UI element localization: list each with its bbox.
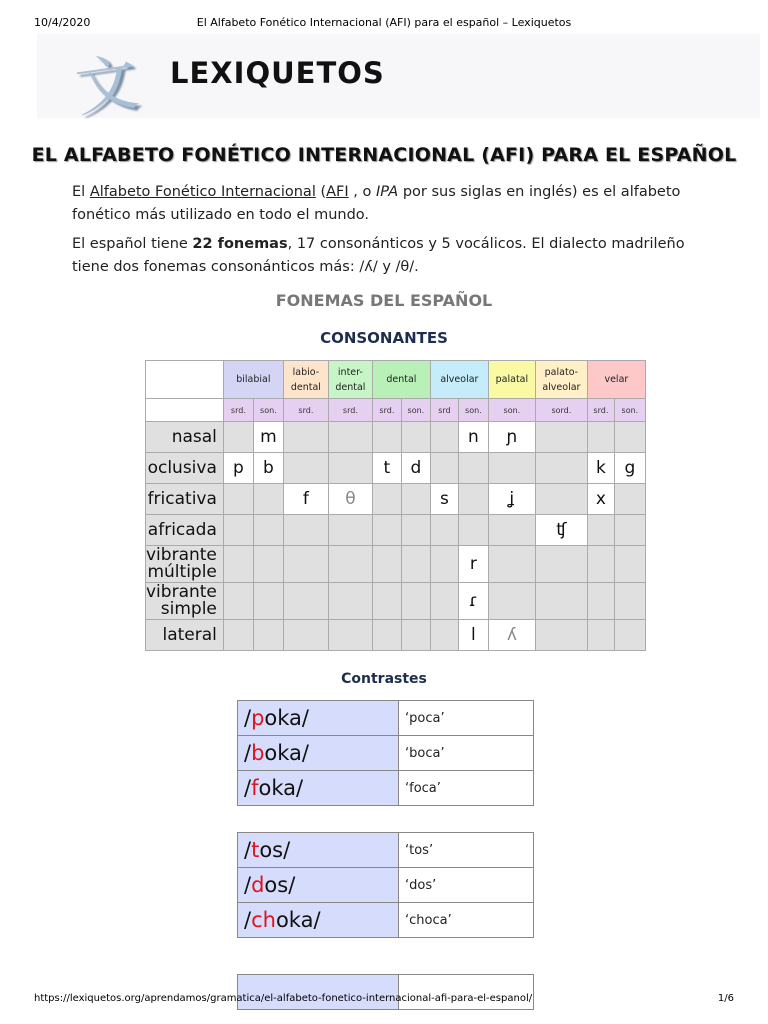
manner-label: africada [146,515,224,546]
ipa-emphasis: IPA [376,184,399,200]
contrast-gloss: ‘foca’ [399,771,534,806]
corner-cell [146,361,224,399]
manner-row-lateral [146,620,646,651]
phoneme-cell: k [587,453,614,484]
phoneme-cell [430,620,458,651]
voicing-cell: son. [253,399,283,422]
contrast-highlight: f [251,776,259,800]
contrast-gloss: ‘poca’ [399,701,534,736]
contrast-phonemic: /boka/ [238,736,399,771]
phoneme-cell [535,453,587,484]
phoneme-cell [614,583,645,620]
contrast-row [238,736,534,771]
page-title: EL ALFABETO FONÉTICO INTERNACIONAL (AFI) PARA EL ESPAÑOL [31,144,737,166]
place-header: palatal [488,361,535,399]
place-header: inter- dental [328,361,372,399]
print-date: 10/4/2020 [34,16,91,29]
phonemes-paragraph [72,233,712,279]
phoneme-cell [587,546,614,583]
phoneme-cell: ɲ [488,422,535,453]
phoneme-cell [614,484,645,515]
place-header-row [146,361,646,399]
voicing-cell: son. [401,399,430,422]
manner-label: nasal [146,422,224,453]
phoneme-cell [223,620,253,651]
phoneme-cell [614,515,645,546]
phoneme-cell [587,515,614,546]
voicing-cell: srd. [223,399,253,422]
afi-abbr-link[interactable]: AFI [326,184,349,200]
contrast-gloss: ‘tos’ [399,833,534,868]
contrast-table [237,832,534,938]
phoneme-cell [488,515,535,546]
contrast-highlight: p [251,706,265,730]
contrast-row [238,975,534,1010]
print-url: https://lexiquetos.org/aprendamos/gramatica/el-alfabeto-fonetico-internacional-afi-para-el-espanol/ [34,993,533,1004]
phoneme-cell: d [401,453,430,484]
manner-row-nasal [146,422,646,453]
phoneme-cell: ʝ [488,484,535,515]
contrast-gloss: ‘dos’ [399,868,534,903]
manner-label: vibrante simple [146,583,224,620]
print-title: El Alfabeto Fonético Internacional (AFI) para el español – Lexiquetos [196,16,572,29]
manner-label: fricativa [146,484,224,515]
phoneme-cell: t [372,453,401,484]
phoneme-cell [401,620,430,651]
phoneme-cell [458,453,488,484]
place-header: dental [372,361,430,399]
phoneme-cell [283,620,328,651]
phoneme-cell [401,583,430,620]
phoneme-cell [283,583,328,620]
phoneme-cell: s [430,484,458,515]
section-heading-fonemas: FONEMAS DEL ESPAÑOL [275,291,493,310]
contrast-row [238,833,534,868]
phoneme-cell [372,583,401,620]
voicing-cell: sord. [535,399,587,422]
intro-text-2: ( [315,184,327,200]
contrast-row [238,903,534,938]
phoneme-cell: g [614,453,645,484]
contrast-highlight: d [251,873,265,897]
phoneme-cell [283,515,328,546]
manner-label: oclusiva [146,453,224,484]
phoneme-cell: θ [328,484,372,515]
phoneme-cell [223,484,253,515]
manner-row-oclusiva [146,453,646,484]
phoneme-cell: ʧ [535,515,587,546]
contrast-highlight: t [251,838,260,862]
phoneme-cell [614,546,645,583]
phoneme-cell [253,484,283,515]
phoneme-cell [488,453,535,484]
site-logo-icon[interactable]: 文 [70,44,143,126]
contrast-gloss: ‘choca’ [399,903,534,938]
phoneme-cell [430,583,458,620]
phoneme-cell [223,583,253,620]
phoneme-count: 22 fonemas [192,236,288,252]
voicing-cell: son. [458,399,488,422]
phoneme-cell [372,546,401,583]
site-name[interactable]: LEXIQUETOS [170,56,385,90]
phoneme-cell [458,515,488,546]
contrast-gloss: ‘boca’ [399,736,534,771]
contrast-phonemic [238,975,399,1010]
corner-cell [146,399,224,422]
place-header: alveolar [430,361,488,399]
phoneme-cell: x [587,484,614,515]
phoneme-cell [430,453,458,484]
phoneme-cell [253,620,283,651]
contrast-row [238,868,534,903]
section-heading-consonantes: CONSONANTES [320,329,448,347]
phoneme-cell [401,515,430,546]
manner-row-vibrante-simple [146,583,646,620]
phoneme-cell [253,546,283,583]
phoneme-cell [488,546,535,583]
phoneme-cell [328,453,372,484]
contrast-phonemic: /choka/ [238,903,399,938]
phoneme-cell [223,546,253,583]
intro-text-1: El [72,184,90,200]
phoneme-cell [328,583,372,620]
contrast-table [237,700,534,806]
phoneme-cell [328,422,372,453]
contrasts-heading: Contrastes [341,671,427,687]
phoneme-cell [223,422,253,453]
phoneme-cell [535,546,587,583]
phoneme-cell [430,515,458,546]
voicing-cell: srd. [587,399,614,422]
manner-row-fricativa [146,484,646,515]
consonant-table [145,360,646,651]
phoneme-cell [372,515,401,546]
phoneme-cell [283,453,328,484]
place-header: palato- alveolar [535,361,587,399]
phoneme-cell: f [283,484,328,515]
contrast-phonemic: /poka/ [238,701,399,736]
site-header [37,34,760,126]
contrast-row [238,701,534,736]
phoneme-cell [535,484,587,515]
phoneme-cell [535,422,587,453]
phoneme-cell [401,484,430,515]
phoneme-cell [223,515,253,546]
phoneme-cell [587,422,614,453]
phoneme-cell: m [253,422,283,453]
phoneme-cell [328,620,372,651]
phoneme-cell [253,583,283,620]
manner-row-africada [146,515,646,546]
phoneme-cell [401,546,430,583]
contrast-highlight: ch [251,908,276,932]
voicing-cell: srd. [372,399,401,422]
phoneme-cell [430,422,458,453]
phoneme-cell [283,546,328,583]
manner-label: lateral [146,620,224,651]
contrast-row [238,771,534,806]
phoneme-cell [614,422,645,453]
voicing-cell: srd [430,399,458,422]
phoneme-cell [401,422,430,453]
manner-row-vibrante-multiple [146,546,646,583]
phoneme-cell: l [458,620,488,651]
phoneme-cell: ʎ [488,620,535,651]
phoneme-cell [587,620,614,651]
phoneme-cell [587,583,614,620]
phoneme-cell: n [458,422,488,453]
phonemes-text-1: El español tiene [72,236,193,252]
contrast-phonemic: /tos/ [238,833,399,868]
phonemes-text-2: , 17 consonánticos y 5 vocálicos. El dialecto madrileño tiene dos fonemas consonánticos más: /ʎ/ y /θ/. [72,236,685,275]
phoneme-cell [372,620,401,651]
phoneme-cell [372,484,401,515]
voicing-cell: srd. [328,399,372,422]
phoneme-cell: b [253,453,283,484]
contrast-phonemic: /foka/ [238,771,399,806]
afi-link[interactable]: Alfabeto Fonético Internacional [89,184,316,200]
print-page-number: 1/6 [717,993,734,1004]
phoneme-cell [535,583,587,620]
phoneme-cell [253,515,283,546]
phoneme-cell [328,546,372,583]
intro-paragraph [72,181,712,227]
contrast-phonemic: /dos/ [238,868,399,903]
manner-label: vibrante múltiple [146,546,224,583]
contrast-highlight: b [251,741,265,765]
contrast-table-partial [237,974,534,1010]
phoneme-cell [283,422,328,453]
place-header: bilabial [223,361,283,399]
phoneme-cell: ɾ [458,583,488,620]
voicing-cell: son. [614,399,645,422]
phoneme-cell: p [223,453,253,484]
intro-text-4: por sus siglas en inglés) es el alfabeto fonético más utilizado en todo el mundo. [72,184,681,223]
phoneme-cell: r [458,546,488,583]
phoneme-cell [614,620,645,651]
phoneme-cell [458,484,488,515]
phoneme-cell [430,546,458,583]
place-header: velar [587,361,645,399]
intro-text-3: , o [348,184,376,200]
contrast-gloss [399,975,534,1010]
voicing-cell: srd. [283,399,328,422]
voicing-row [146,399,646,422]
phoneme-cell [328,515,372,546]
place-header: labio- dental [283,361,328,399]
phoneme-cell [488,583,535,620]
phoneme-cell [535,620,587,651]
voicing-cell: son. [488,399,535,422]
phoneme-cell [372,422,401,453]
